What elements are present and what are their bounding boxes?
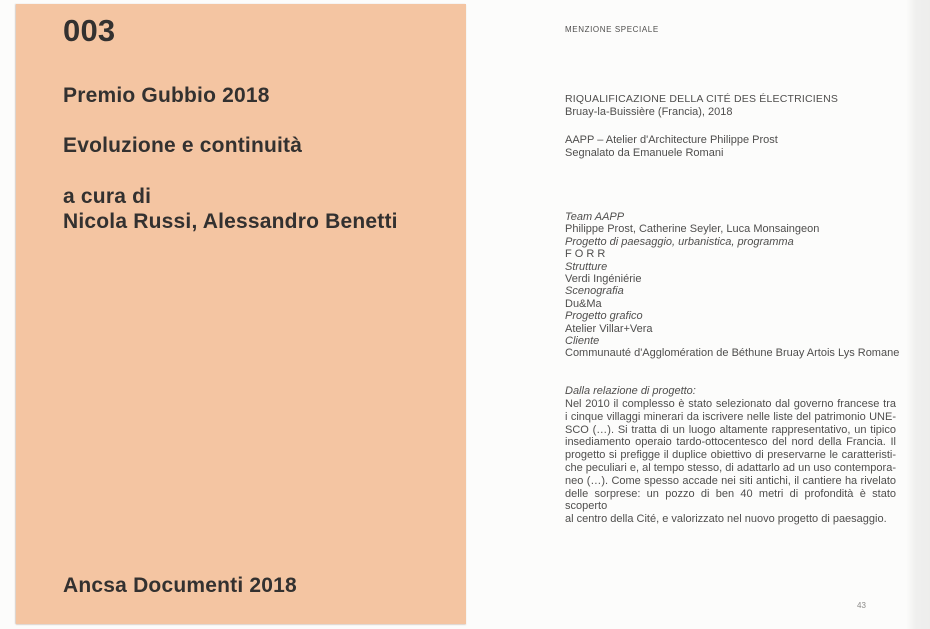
report-line: insediamento operaio tardo-ottocentesco del nord della Francia. Il [565,436,896,449]
architect-name: AAPP – Atelier d'Architecture Philippe Prost [565,134,778,146]
report-line: che peculiari e, al tempo stesso, di adattarlo ad un uso contempora- [565,461,896,474]
credit-role: Scenografia [565,285,624,298]
curated-by-label: a cura di [63,185,152,208]
report-text [565,398,896,526]
volume-title: Evoluzione e continuità [63,134,303,157]
curators: Nicola Russi, Alessandro Benetti [63,210,398,233]
credit-value: F O R R [565,248,606,261]
page-number: 43 [857,601,866,610]
left-page-cover [16,4,466,624]
section-label: MENZIONE SPECIALE [565,25,659,34]
nominated-by: Segnalato da Emanuele Romani [565,147,724,159]
report-line: SCO (…). Si tratta di un luogo altamente rappresentativo, un tipico [565,423,896,436]
credit-value: Du&Ma [565,297,602,310]
report-line: delle sorprese: un pozzo di ben 40 metri di profondità è stato scoperto [565,487,896,513]
curated-by-block [63,184,398,234]
credit-value: Philippe Prost, Catherine Seyler, Luca Monsaingeon [565,223,820,236]
page-edge-shading [906,0,930,629]
report-line: progetto si prefigge il duplice obiettivo di preservarne le caratteristi- [565,449,896,462]
credit-value: Communauté d'Agglomération de Béthune Bruay Artois Lys Romane [565,347,900,360]
credit-role: Strutture [565,260,608,273]
series-title: Ancsa Documenti 2018 [63,574,297,597]
issue-number: 003 [63,13,116,48]
credit-value: Verdi Ingéniérie [565,273,642,286]
credit-role: Team AAPP [565,211,625,223]
credit-role: Progetto di paesaggio, urbanistica, programma [565,235,794,248]
credit-role: Cliente [565,335,600,348]
project-location: Bruay-la-Buissière (Francia), 2018 [565,106,733,118]
credit-role: Progetto grafico [565,310,643,323]
report-line: al centro della Cité, e valorizzato nel nuovo progetto di paesaggio. [565,513,887,526]
right-page [466,0,908,629]
award-title: Premio Gubbio 2018 [63,84,270,107]
report-line: neo (…). Come spesso accade nei siti antichi, il cantiere ha rivelato [565,474,896,487]
credit-value: Atelier Villar+Vera [565,322,653,335]
project-title: RIQUALIFICAZIONE DELLA CITÉ DES ÉLECTRICIENS [565,93,839,105]
report-line: i cinque villaggi minerari da iscrivere nelle liste del patrimonio UNE- [565,410,896,423]
report-intro: Dalla relazione di progetto: [565,385,696,397]
credits-list [565,211,900,360]
report-line: Nel 2010 il complesso è stato selezionato dal governo francese tra [565,398,896,410]
